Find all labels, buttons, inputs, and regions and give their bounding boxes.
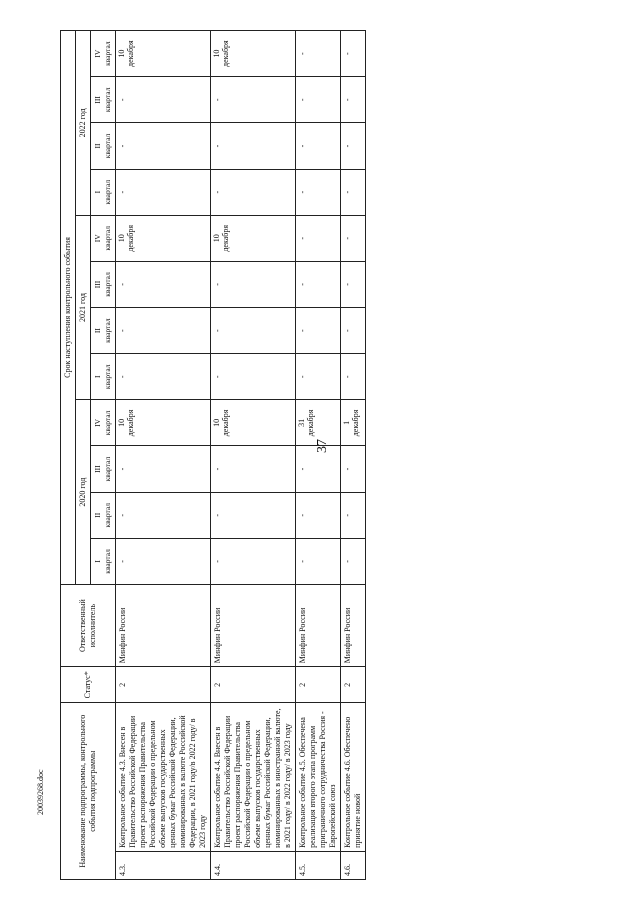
quarter-cell: 10 декабря [115,215,210,261]
row-name: Контрольное событие 4.4. Внесен в Правительство Российской Федерации проект распоряжения Правительства Российской Федерации о предельном объеме выпусков государственных ценных бумаг Российской Федерации, номинированных в иностранной валюте, в 2021 году/ в 2022 году/ в 2023 году [210,703,295,852]
header-status: Статус* [61,667,116,703]
quarter-cell: - [340,492,365,538]
quarter-cell: - [210,169,295,215]
quarter-cell: - [340,169,365,215]
quarter-cell: - [210,538,295,584]
row-status: 2 [115,667,210,703]
quarter-cell: 10 декабря [210,400,295,446]
quarter-cell: - [295,354,340,400]
quarter-cell: - [340,446,365,492]
header-executor: Ответственный исполнитель [61,584,116,666]
row-executor: Минфин России [115,584,210,666]
table-row [295,31,340,880]
quarter-cell: - [340,354,365,400]
quarter-cell: - [115,261,210,307]
quarter-cell: - [340,538,365,584]
row-number: 4.6. [340,851,365,879]
quarter-cell: - [210,446,295,492]
quarter-cell: - [115,354,210,400]
quarter-cell: - [115,77,210,123]
quarter-cell: - [115,538,210,584]
header-quarter: III квартал [91,77,116,123]
quarter-cell: 10 декабря [115,31,210,77]
quarter-cell: - [115,492,210,538]
quarter-cell: - [340,77,365,123]
row-name: Контрольное событие 4.6. Обеспечено принятие новой [340,703,365,852]
row-executor: Минфин России [295,584,340,666]
header-quarter: II квартал [91,123,116,169]
quarter-cell: - [295,308,340,354]
header-quarter: II квартал [91,308,116,354]
footer-doc-id: 20039268.doc [36,769,45,815]
quarter-cell: - [340,123,365,169]
row-name: Контрольное событие 4.5. Обеспечена реализация второго этапа программ приграничного сотрудничества Россия - Европейский союз [295,703,340,852]
row-number: 4.5. [295,851,340,879]
row-status: 2 [210,667,295,703]
header-term: Срок наступления контрольного события [61,31,76,585]
quarter-cell: - [210,123,295,169]
table-body [115,31,365,880]
quarter-cell: - [295,538,340,584]
page-number: 37 [315,439,330,453]
quarter-cell: - [340,215,365,261]
row-number: 4.3. [115,851,210,879]
header-quarter: I квартал [91,354,116,400]
quarter-cell: - [210,354,295,400]
quarter-cell: 10 декабря [115,400,210,446]
quarter-cell: - [340,261,365,307]
quarter-cell: 10 декабря [210,31,295,77]
row-executor: Минфин России [210,584,295,666]
quarter-cell: - [295,446,340,492]
header-quarter: III квартал [91,446,116,492]
quarter-cell: - [210,492,295,538]
schedule-table [60,30,366,880]
quarter-cell: - [210,77,295,123]
header-quarter: IV квартал [91,215,116,261]
header-year-2021: 2021 год [76,215,91,400]
quarter-cell: - [295,169,340,215]
row-status: 2 [340,667,365,703]
header-year-2020: 2020 год [76,400,91,585]
rotated-table-container [60,30,620,880]
header-year-2022: 2022 год [76,31,91,216]
quarter-cell: - [340,31,365,77]
table-row [340,31,365,880]
quarter-cell: - [210,308,295,354]
row-executor: Минфин России [340,584,365,666]
header-quarter: I квартал [91,169,116,215]
quarter-cell: 31 декабря [295,400,340,446]
quarter-cell: - [295,492,340,538]
header-quarter: I квартал [91,538,116,584]
quarter-cell: - [115,169,210,215]
quarter-cell: 1 декабря [340,400,365,446]
quarter-cell: - [115,446,210,492]
row-number: 4.4. [210,851,295,879]
quarter-cell: - [295,77,340,123]
quarter-cell: - [295,31,340,77]
header-quarter: IV квартал [91,400,116,446]
header-quarter: II квартал [91,492,116,538]
row-name: Контрольное событие 4.3. Внесен в Правительство Российской Федерации проект распоряжения Правительства Российской Федерации о предельном объеме выпусков государственных ценных бумаг Российской Федерации, номинированных в валюте Российской Федерации, в 2021 году/в 2022 году/ в 2023 году [115,703,210,852]
header-quarter: III квартал [91,261,116,307]
table-row [210,31,295,880]
row-status: 2 [295,667,340,703]
quarter-cell: - [295,215,340,261]
quarter-cell: - [115,123,210,169]
quarter-cell: - [210,261,295,307]
quarter-cell: - [295,123,340,169]
quarter-cell: 10 декабря [210,215,295,261]
quarter-cell: - [115,308,210,354]
header-name: Наименование подпрограммы, контрольного события подпрограммы [61,703,116,880]
table-row [115,31,210,880]
quarter-cell: - [295,261,340,307]
header-quarter: IV квартал [91,31,116,77]
quarter-cell: - [340,308,365,354]
